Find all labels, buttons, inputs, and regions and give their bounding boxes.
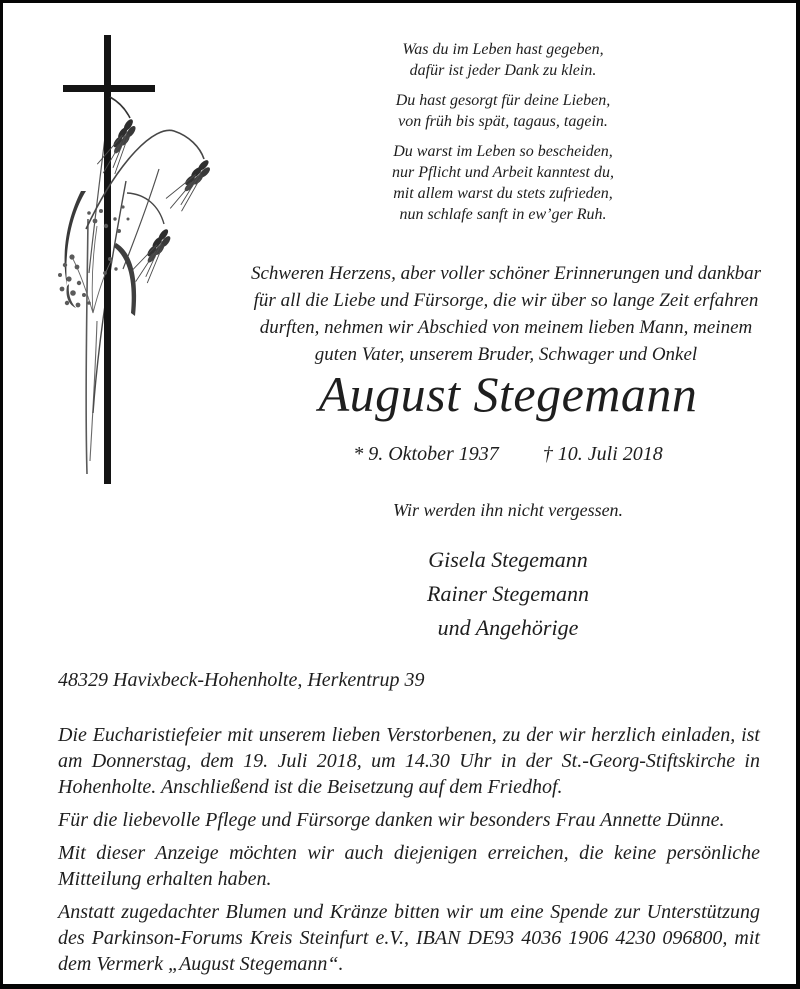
poem-line: von früh bis spät, tagaus, tagein. <box>398 113 608 130</box>
life-dates <box>208 443 800 466</box>
poem-line: mit allem warst du stets zufrieden, <box>393 185 613 202</box>
death-date: † 10. Juli 2018 <box>542 443 663 465</box>
notice-paragraph: Mit dieser Anzeige möchten wir auch diejenigen erreichen, die keine persönliche Mitteilung erhalten haben. <box>58 842 760 890</box>
poem-line: Du hast gesorgt für deine Lieben, <box>395 92 611 109</box>
poem-stanza <box>333 90 673 132</box>
mourner-name: Rainer Stegemann <box>427 581 589 606</box>
remembrance-line: Wir werden ihn nicht vergessen. <box>392 500 624 520</box>
poem-stanza <box>333 39 673 81</box>
mourner-name: und Angehörige <box>437 615 579 640</box>
service-paragraph: Die Eucharistiefeier mit unserem lieben Verstorbenen, zu der wir herzlich einladen, ist am Donnerstag, dem 19. Juli 2018, um 14.30 Uhr in der St.-Georg-Stiftskirche in Hohenholte. Anschließend ist die Beisetzung auf dem Friedhof. <box>58 724 760 798</box>
mourners-list <box>208 543 800 645</box>
thanks-paragraph: Für die liebevolle Pflege und Fürsorge danken wir besonders Frau Annette Dünne. <box>58 809 725 831</box>
poem-line: nur Pflicht und Arbeit kanntest du, <box>392 164 614 181</box>
donation-paragraph: Anstatt zugedachter Blumen und Kränze bitten wir um eine Spende zur Unterstützung des Parkinson-Forums Kreis Steinfurt e.V., IBAN DE93 4036 1906 4230 096800, mit dem Vermerk „August Stegemann“. <box>58 901 760 975</box>
intro-paragraph: Schweren Herzens, aber voller schöner Erinnerungen und dankbar für all die Liebe und Fürsorge, die wir über so lange Zeit erfahren durften, nehmen wir Abschied von meinem lieben Mann, meinem guten Vater, unserem Bruder, Schwager und Onkel <box>250 263 762 365</box>
poem-line: Was du im Leben hast gegeben, <box>402 41 604 58</box>
deceased-name: August Stegemann <box>318 366 698 422</box>
poem <box>333 39 673 234</box>
poem-line: Du warst im Leben so bescheiden, <box>393 143 613 160</box>
mourner-name: Gisela Stegemann <box>428 547 588 572</box>
poem-stanza <box>333 141 673 225</box>
birth-date: * 9. Oktober 1937 <box>353 443 499 465</box>
poem-line: nun schlafe sanft in ew’ger Ruh. <box>399 206 607 223</box>
address-line: 48329 Havixbeck-Hohenholte, Herkentrup 39 <box>58 669 425 691</box>
poem-line: dafür ist jeder Dank zu klein. <box>409 62 597 79</box>
announcement-text <box>58 722 760 977</box>
